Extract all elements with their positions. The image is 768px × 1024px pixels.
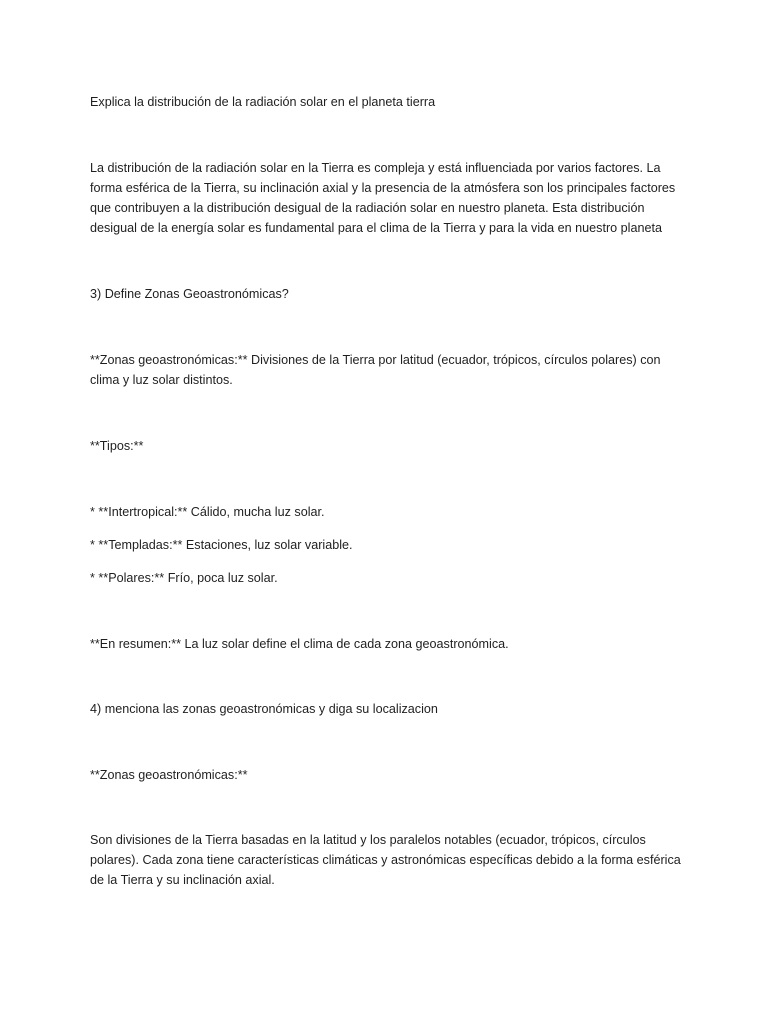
list-item-intertropical: * **Intertropical:** Cálido, mucha luz solar. bbox=[90, 505, 325, 519]
zonas-definition-paragraph: **Zonas geoastronómicas:** Divisiones de la Tierra por latitud (ecuador, trópicos, círculos polares) con clima y luz solar distintos. bbox=[90, 353, 661, 387]
question-3-heading: 3) Define Zonas Geoastronómicas? bbox=[90, 287, 289, 301]
list-item-polares: * **Polares:** Frío, poca luz solar. bbox=[90, 571, 278, 585]
summary-paragraph: **En resumen:** La luz solar define el clima de cada zona geoastronómica. bbox=[90, 637, 509, 651]
zonas-description-paragraph: Son divisiones de la Tierra basadas en la latitud y los paralelos notables (ecuador, trópicos, círculos polares). Cada zona tiene características climáticas y astronómicas específicas debido a la forma esférica de la Tierra y su inclinación axial. bbox=[90, 833, 681, 887]
tipos-heading: **Tipos:** bbox=[90, 439, 144, 453]
list-item-templadas: * **Templadas:** Estaciones, luz solar variable. bbox=[90, 538, 353, 552]
question-2-heading: Explica la distribución de la radiación solar en el planeta tierra bbox=[90, 95, 436, 109]
question-4-heading: 4) menciona las zonas geoastronómicas y diga su localizacion bbox=[90, 702, 438, 716]
answer-2-paragraph: La distribución de la radiación solar en la Tierra es compleja y está influenciada por varios factores. La forma esférica de la Tierra, su inclinación axial y la presencia de la atmósfera son los principales factores que contribuyen a la distribución desigual de la radiación solar en nuestro planeta. Esta distribución desigual de la energía solar es fundamental para el clima de la Tierra y para la vida en nuestro planeta bbox=[90, 161, 676, 235]
zonas-subheading: **Zonas geoastronómicas:** bbox=[90, 768, 248, 782]
